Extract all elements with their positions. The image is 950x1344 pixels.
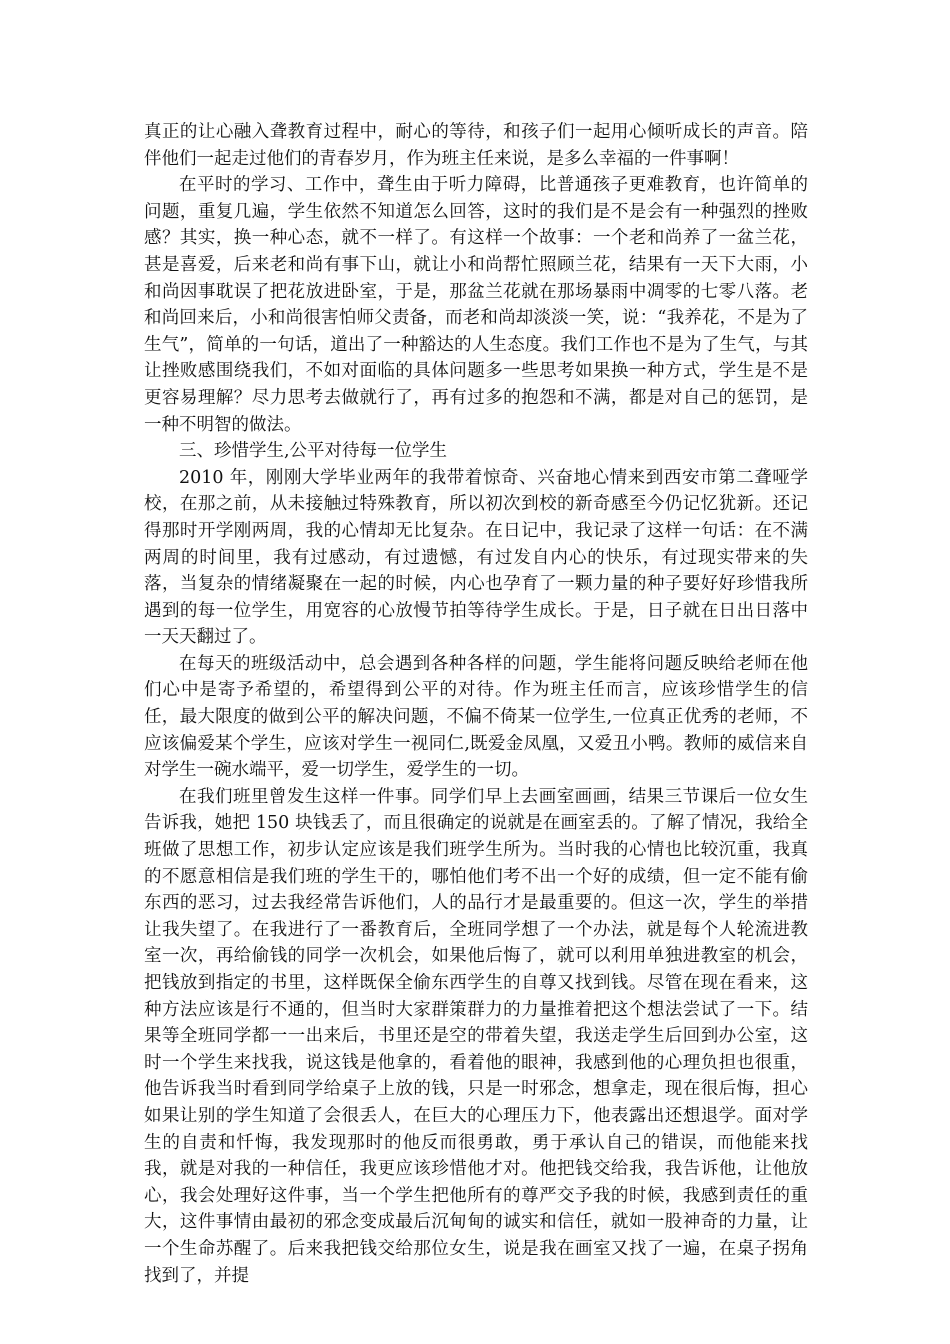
paragraph-first-year: 2010 年，刚刚大学毕业两年的我带着惊奇、兴奋地心情来到西安市第二聋哑学校，在那之前，从未接触过特殊教育，所以初次到校的新奇感至今仍记忆犹新。还记得那时开学刚两周，我的心情却无比复杂。在日记中，我记录了这样一句话：在不满两周的时间里，我有过感动，有过遗憾，有过发自内心的快乐，有过现实带来的失落，当复杂的情绪凝聚在一起的时候，内心也孕育了一颗力量的种子要好好珍惜我所遇到的每一位学生，用宽容的心放慢节拍等待学生成长。于是，日子就在日出日落中一天天翻过了。 [144, 467, 808, 648]
section-heading: 三、珍惜学生,公平对待每一位学生 [179, 441, 448, 462]
document-body [144, 119, 808, 1289]
paragraph-lost-money-story: 在我们班里曾发生这样一件事。同学们早上去画室画画，结果三节课后一位女生告诉我，她把 150 块钱丢了，而且很确定的说就是在画室丢的。了解了情况，我给全班做了思想工作，初步认定应该是我们班学生所为。当时我的心情也比较沉重，我真的不愿意相信是我们班的学生干的，哪怕他们考不出一个好的成绩，但一定不能有偷东西的恶习，过去我经常告诉他们，人的品行才是最重要的。但这一次，学生的举措让我失望了。在我进行了一番教育后，全班同学想了一个办法，就是每个人轮流进教室一次，再给偷钱的同学一次机会，如果他后悔了，就可以利用单独进教室的机会，把钱放到指定的书里，这样既保全偷东西学生的自尊又找到钱。尽管在现在看来，这种方法应该是行不通的，但当时大家群策群力的力量推着把这个想法尝试了一下。结果等全班同学都一一出来后，书里还是空的带着失望，我送走学生后回到办公室，这时一个学生来找我，说这钱是他拿的，看着他的眼神，我感到他的心理负担也很重，他告诉我当时看到同学给桌子上放的钱，只是一时邪念，想拿走，现在很后悔，担心如果让别的学生知道了会很丢人，在巨大的心理压力下，他表露出还想退学。面对学生的自责和忏悔，我发现那时的他反而很勇敢，勇于承认自己的错误，而他能来找我，就是对我的一种信任，我更应该珍惜他才对。他把钱交给我，我告诉他，让他放心，我会处理好这件事，当一个学生把他所有的尊严交予我的时候，我感到责任的重大，这件事情由最初的邪念变成最后沉甸甸的诚实和信任，就如一股神奇的力量，让一个生命苏醒了。后来我把钱交给那位女生，说是我在画室又找了一遍，在桌子拐角找到了，并提 [144, 786, 808, 1286]
paragraph-fairness: 在每天的班级活动中，总会遇到各种各样的问题，学生能将问题反映给老师在他们心中是寄予希望的，希望得到公平的对待。作为班主任而言，应该珍惜学生的信任，最大限度的做到公平的解决问题，不偏不倚某一位学生,一位真正优秀的老师，不应该偏爱某个学生，应该对学生一视同仁,既爱金凤凰，又爱丑小鸭。教师的威信来自对学生一碗水端平，爱一切学生，爱学生的一切。 [144, 653, 808, 781]
paragraph-continuation: 真正的让心融入聋教育过程中，耐心的等待，和孩子们一起用心倾听成长的声音。陪伴他们一起走过他们的青春岁月，作为班主任来说，是多么幸福的一件事啊！ [144, 122, 808, 169]
paragraph-frustration-story: 在平时的学习、工作中，聋生由于听力障碍，比普通孩子更难教育，也许简单的问题，重复几遍，学生依然不知道怎么回答，这时的我们是不是会有一种强烈的挫败感？其实，换一种心态，就不一样了。有这样一个故事：一个老和尚养了一盆兰花，甚是喜爱，后来老和尚有事下山，就让小和尚帮忙照顾兰花，结果有一天下大雨，小和尚因事耽误了把花放进卧室，于是，那盆兰花就在那场暴雨中凋零的七零八落。老和尚回来后，小和尚很害怕师父责备，而老和尚却淡淡一笑，说：“我养花，不是为了生气”，简单的一句话，道出了一种豁达的人生态度。我们工作也不是为了生气，与其让挫败感围绕我们，不如对面临的具体问题多一些思考如果换一种方式，学生是不是更容易理解？尽力思考去做就行了，再有过多的抱怨和不满，都是对自己的惩罚，是一种不明智的做法。 [144, 175, 808, 435]
